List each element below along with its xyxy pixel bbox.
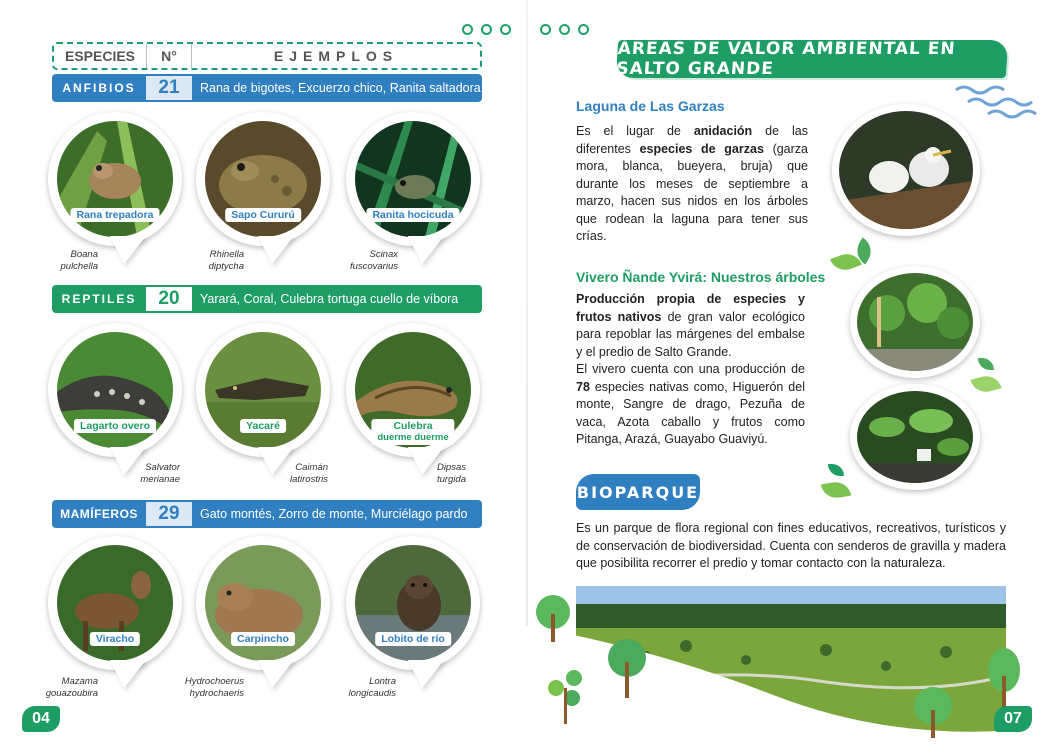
tree-decoration-icon bbox=[912, 686, 954, 738]
category-count: 29 bbox=[146, 502, 192, 526]
animal-scientific-name: Mazama gouazoubira bbox=[45, 676, 98, 699]
header-number: N° bbox=[146, 44, 192, 68]
animal-bubble-viracho bbox=[48, 536, 182, 670]
animal-scientific-name: Scinax fuscovarius bbox=[349, 249, 398, 272]
animal-common-name: Yacaré bbox=[240, 419, 286, 433]
bioparque-text: Es un parque de flora regional con fines educativos, recreativos, turísticos y de conservación de biodiversidad. Cuenta con senderos de gravilla y madera que posibilita recorrer el predio y tomar contacto con la naturaleza. bbox=[576, 521, 1006, 570]
category-row-mamiferos bbox=[52, 500, 482, 528]
animal-common-name: Sapo Cururú bbox=[225, 208, 301, 222]
animal-bubble-carpincho bbox=[196, 536, 330, 670]
page-number-right: 07 bbox=[994, 706, 1032, 732]
vivero-heading: Vivero Ñande Yvirá: Nuestros árboles bbox=[576, 269, 826, 285]
category-row-reptiles bbox=[52, 285, 482, 313]
decorative-dots-right bbox=[540, 24, 589, 35]
category-name: MAMÍFEROS bbox=[60, 507, 138, 521]
garzas-photo bbox=[832, 104, 980, 236]
species-table-header bbox=[52, 42, 482, 70]
animal-scientific-name: Boana pulchella bbox=[60, 249, 98, 272]
garzas-text: Es el lugar de anidación de las diferentes especies de garzas (garza mora, blanca, bueyera, bruja) que durante los meses de septiembre a marzo, hacen sus nidos en los árboles que rodean la laguna para tener sus crías. bbox=[576, 124, 808, 243]
garzas-heading: Laguna de Las Garzas bbox=[576, 98, 725, 114]
category-row-anfibios bbox=[52, 74, 482, 102]
animal-scientific-name: Dipsas turgida bbox=[436, 462, 466, 485]
leaf-decoration-icon bbox=[970, 373, 1001, 396]
tree-decoration-icon bbox=[534, 594, 572, 642]
animal-bubble-rana-trepadora bbox=[48, 112, 182, 246]
decorative-dots-left bbox=[462, 24, 511, 35]
page-title: ÁREAS DE VALOR AMBIENTAL EN SALTO GRANDE bbox=[616, 40, 1009, 78]
vivero-photo-1 bbox=[850, 266, 980, 378]
animal-common-name: Lobito de río bbox=[375, 632, 451, 646]
category-examples: Gato montés, Zorro de monte, Murciélago pardo bbox=[200, 507, 468, 521]
header-examples: EJEMPLOS bbox=[273, 48, 399, 64]
vivero-photo-2 bbox=[850, 384, 980, 490]
animal-scientific-name: Salvator merianae bbox=[140, 462, 180, 485]
leaf-decoration-icon bbox=[828, 464, 844, 476]
page-number-left: 04 bbox=[22, 706, 60, 732]
animal-scientific-name: Lontra longicaudis bbox=[348, 676, 396, 699]
leaf-decoration-icon bbox=[821, 480, 851, 501]
animal-bubble-lobito-de-rio bbox=[346, 536, 480, 670]
animal-common-name: Lagarto overo bbox=[74, 419, 156, 433]
leaf-decoration-icon bbox=[978, 358, 994, 370]
vivero-text: Producción propia de especies y frutos nativos de gran valor ecológico para repoblar las márgenes del embalse y el predio de Salto Grande. El vivero cuenta con una producción de 78 especies nativas como, Higuerón del monte, Sangre de drago, Pezuña de vaca, Azota caballo y frutos como Pitanga, Arazá, Guayabo Guaviyú. bbox=[576, 292, 805, 446]
animal-scientific-name: Caimán latirostris bbox=[289, 462, 328, 485]
tree-decoration-icon bbox=[606, 638, 648, 698]
bioparque-heading: BIOPARQUE bbox=[576, 474, 700, 510]
header-species: ESPECIES bbox=[64, 48, 136, 64]
animal-common-name: Culebra duerme duerme bbox=[371, 419, 454, 445]
animal-common-name: Viracho bbox=[90, 632, 140, 646]
animal-bubble-culebra-duerme-duerme bbox=[346, 323, 480, 457]
wave-decoration-icon bbox=[954, 84, 1040, 124]
animal-scientific-name: Rhinella diptycha bbox=[208, 249, 244, 272]
animal-common-name: Carpincho bbox=[231, 632, 295, 646]
animal-bubble-ranita-hocicuda bbox=[346, 112, 480, 246]
category-examples: Yarará, Coral, Culebra tortuga cuello de víbora bbox=[200, 292, 459, 306]
category-count: 21 bbox=[146, 76, 192, 100]
animal-bubble-yacare bbox=[196, 323, 330, 457]
animal-scientific-name: Hydrochoerus hydrochaeris bbox=[184, 676, 244, 699]
category-examples: Rana de bigotes, Excuerzo chico, Ranita saltadora bbox=[200, 81, 481, 95]
tree-decoration-icon bbox=[986, 646, 1022, 708]
animal-common-name: Ranita hocicuda bbox=[366, 208, 459, 222]
tree-decoration-icon bbox=[546, 668, 586, 724]
animal-common-name: Rana trepadora bbox=[70, 208, 159, 222]
animal-bubble-lagarto-overo bbox=[48, 323, 182, 457]
category-count: 20 bbox=[146, 287, 192, 311]
category-name: REPTILES bbox=[61, 292, 137, 306]
animal-bubble-sapo-cururu bbox=[196, 112, 330, 246]
category-name: ANFIBIOS bbox=[62, 81, 136, 95]
